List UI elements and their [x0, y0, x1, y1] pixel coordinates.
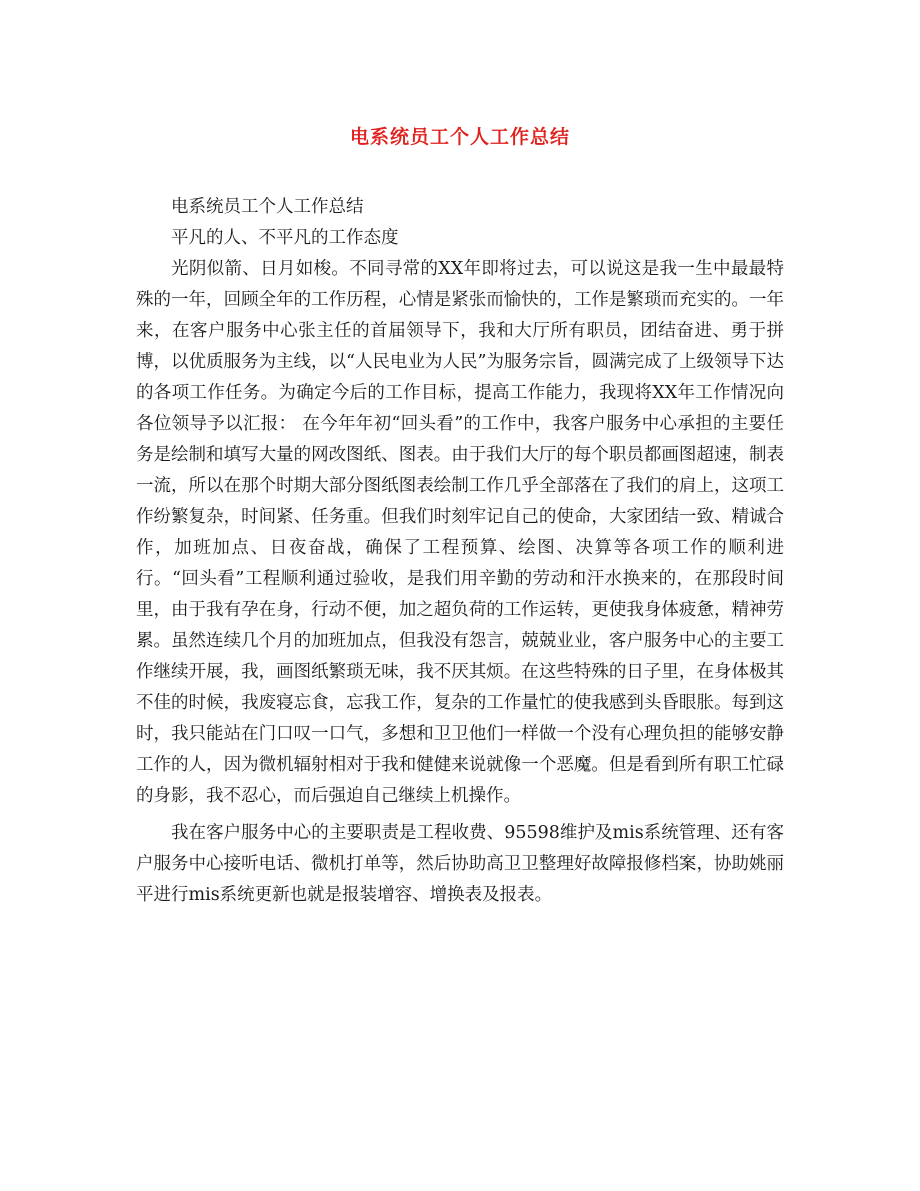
subtitle-paragraph: 平凡的人、不平凡的工作态度 [171, 228, 399, 248]
heading-paragraph: 电系统员工个人工作总结 [171, 197, 364, 217]
body-paragraph: 我在客户服务中心的主要职责是工程收费、95598维护及mis系统管理、还有客户服务中心接听电话、微机打单等，然后协助高卫卫整理好故障报修档案，协助姚丽平进行mis系统更新也就是报装增容、增换表及报表。 [136, 823, 784, 905]
document-body [136, 192, 784, 911]
body-paragraph: 光阴似箭、日月如梭。不同寻常的XX年即将过去，可以说这是我一生中最最特殊的一年，回顾全年的工作历程，心情是紧张而愉快的，工作是繁琐而充实的。一年来，在客户服务中心张主任的首届领导下，我和大厅所有职员，团结奋进、勇于拼博，以优质服务为主线，以“人民电业为人民”为服务宗旨，圆满完成了上级领导下达的各项工作任务。为确定今后的工作目标，提高工作能力，我现将XX年工作情况向各位领导予以汇报： 在今年年初“回头看”的工作中，我客户服务中心承担的主要任务是绘制和填写大量的网改图纸、图表。由于我们大厅的每个职员都画图超速，制表一流，所以在那个时期大部分图纸图表绘制工作几乎全部落在了我们的肩上，这项工作纷繁复杂，时间紧、任务重。但我们时刻牢记自己的使命，大家团结一致、精诚合作，加班加点、日夜奋战，确保了工程预算、绘图、决算等各项工作的顺利进行。“回头看”工程顺利通过验收，是我们用辛勤的劳动和汗水换来的，在那段时间里，由于我有孕在身，行动不便，加之超负荷的工作运转，更使我身体疲惫，精神劳累。虽然连续几个月的加班加点，但我没有怨言，兢兢业业，客户服务中心的主要工作继续开展，我，画图纸繁琐无味，我不厌其烦。在这些特殊的日子里，在身体极其不佳的时候，我废寝忘食，忘我工作，复杂的工作量忙的使我感到头昏眼胀。每到这时，我只能站在门口叹一口气，多想和卫卫他们一样做一个没有心理负担的能够安静工作的人，因为微机辐射相对于我和健健来说就像一个恶魔。但是看到所有职工忙碌的身影，我不忍心，而后强迫自己继续上机操作。 [136, 259, 784, 806]
document-title: 电系统员工个人工作总结 [349, 126, 570, 148]
